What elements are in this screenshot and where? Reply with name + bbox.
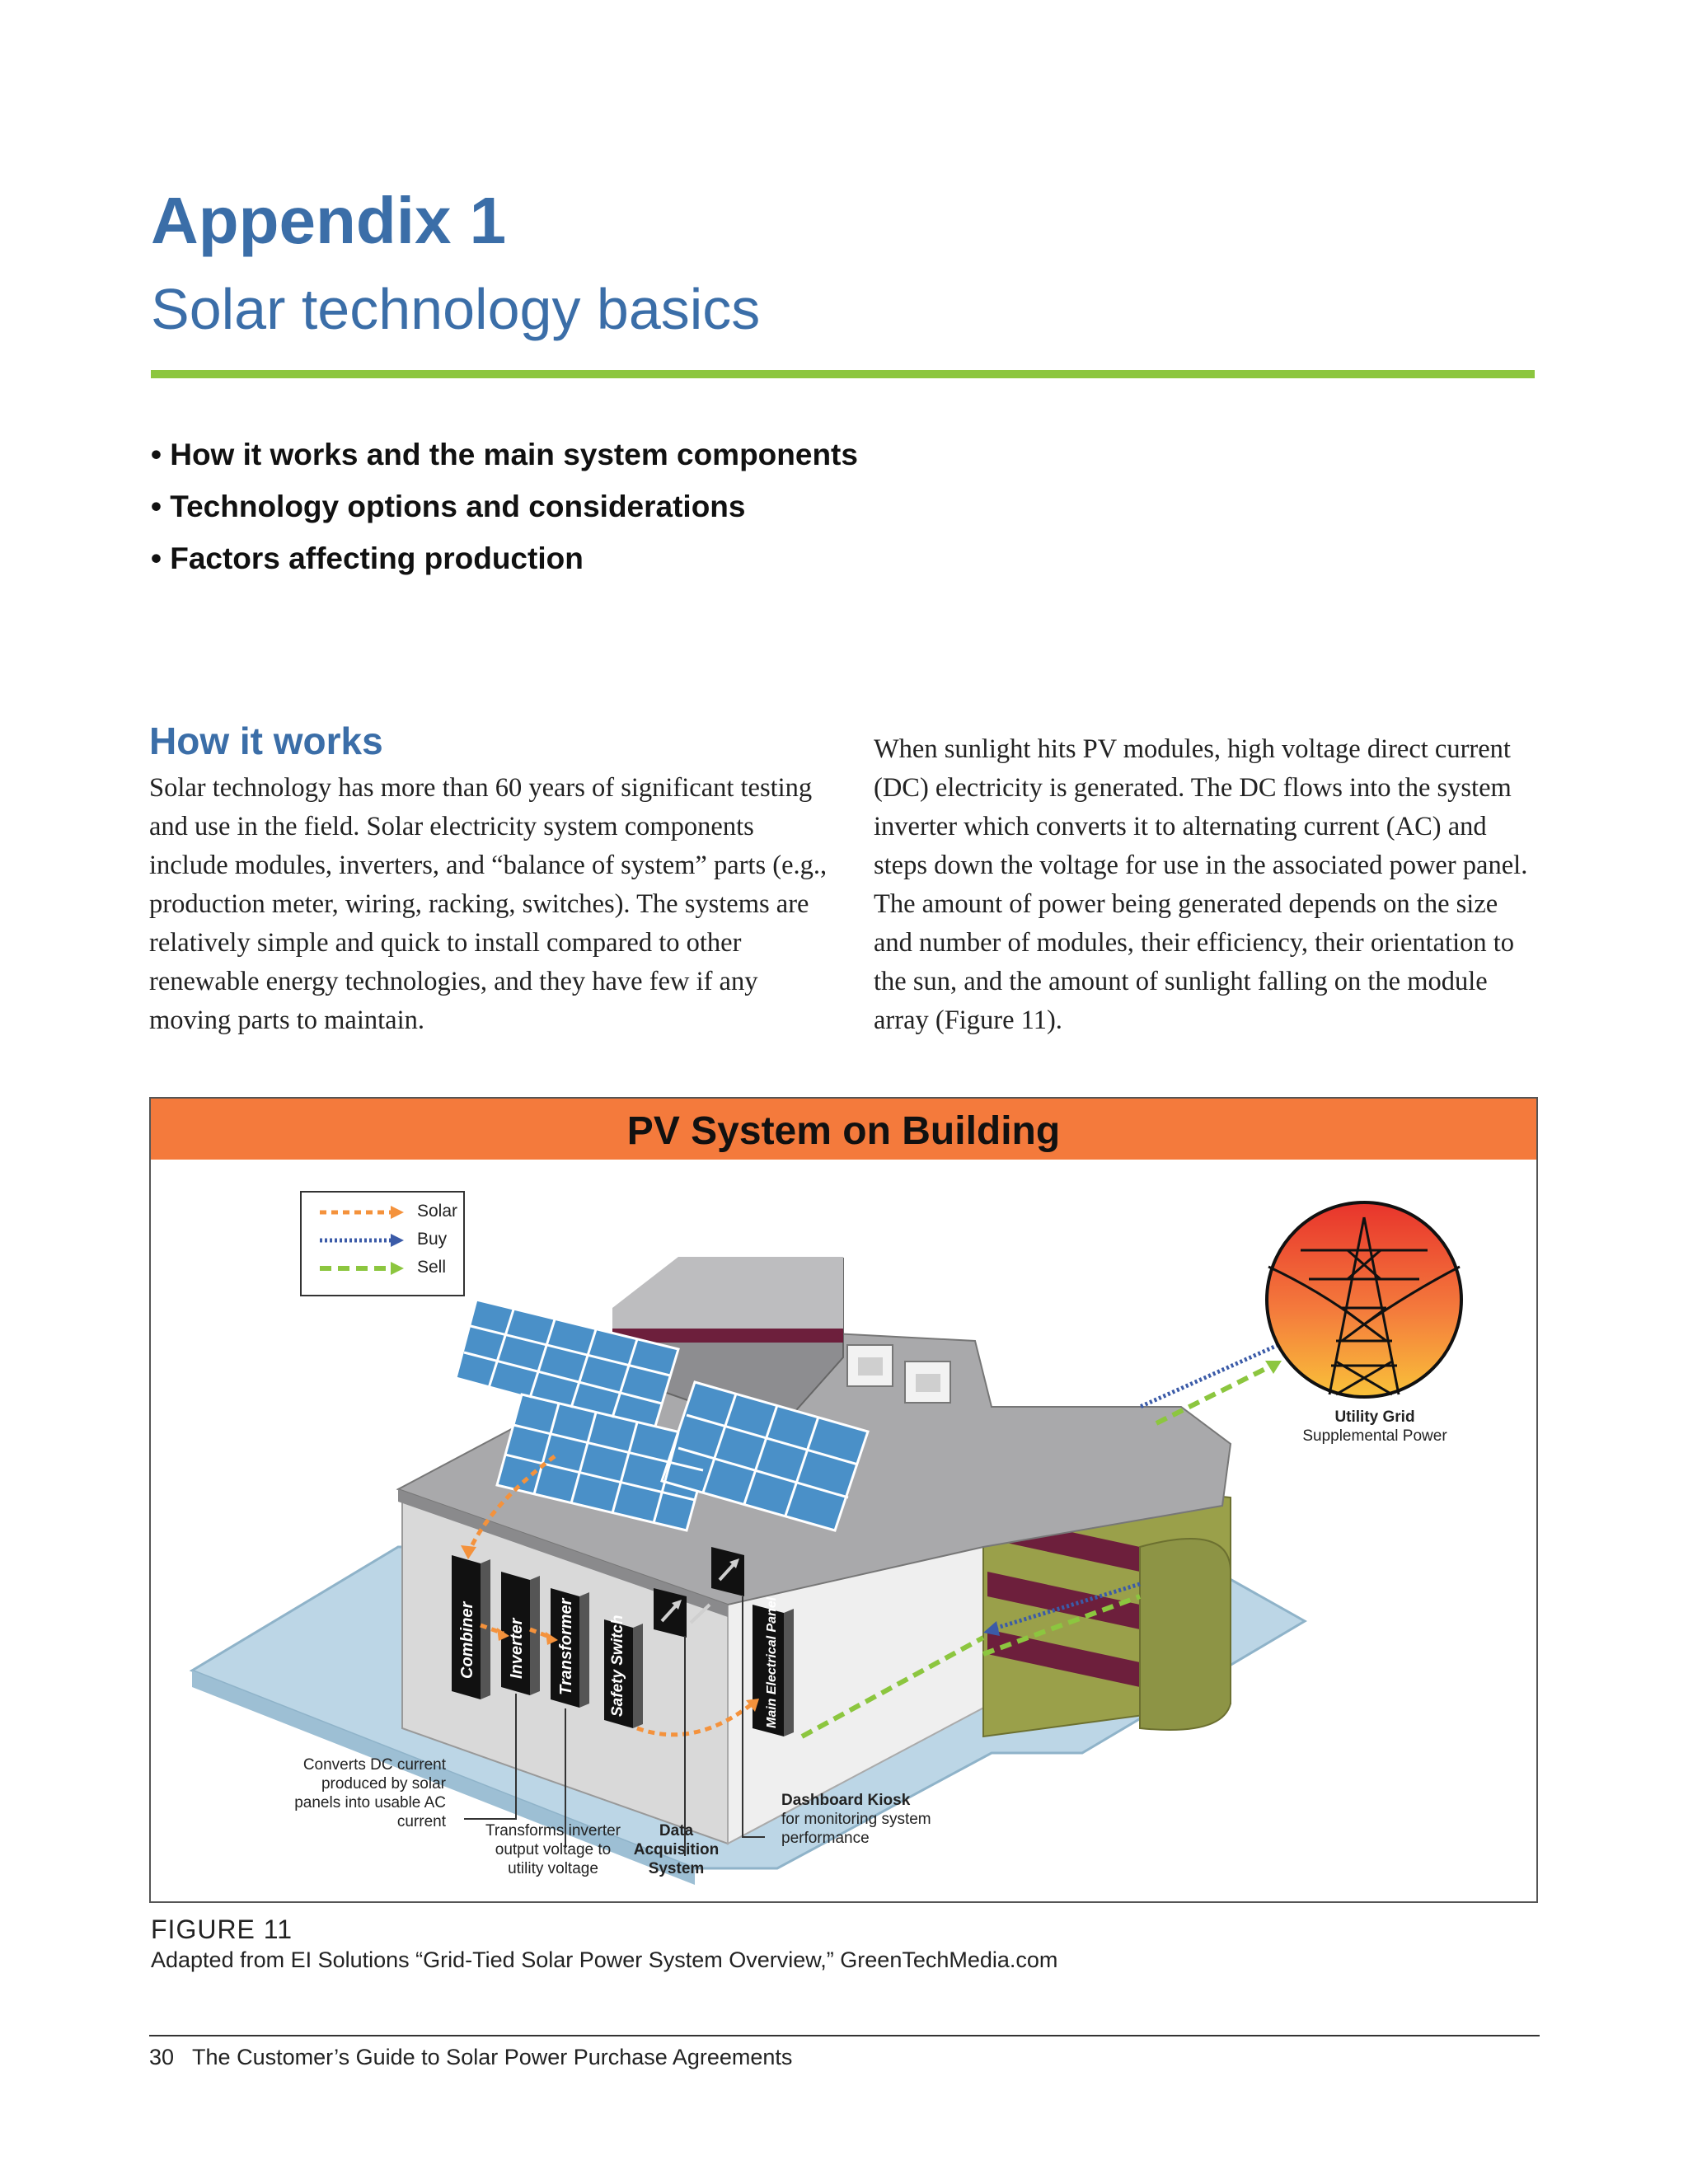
figure-caption: Adapted from EI Solutions “Grid-Tied Solar Power System Overview,” GreenTechMedia.com <box>151 1947 1058 1972</box>
summary-bullets <box>151 429 858 584</box>
daq-callout: Data Acquisition System <box>633 1822 720 1877</box>
right-paragraph: When sunlight hits PV modules, high voltage direct current (DC) electricity is generated. The DC flows into the system inverter which converts it to alternating current (AC) and steps down the voltage for use in the associated power panel. The amount of power being generated depends on the size and number of modules, their efficiency, their orientation to the sun, and the amount of sunlight falling on the module array (Figure 11). <box>874 734 1528 1035</box>
page-number: 30 <box>149 2045 175 2069</box>
kiosk-subtitle: for monitoring system performance <box>781 1811 931 1847</box>
label-safety-switch <box>609 1615 626 1717</box>
legend-buy-label: Buy <box>417 1230 448 1249</box>
legend-sell-label: Sell <box>417 1258 447 1277</box>
legend-sell <box>318 1255 458 1280</box>
legend-solar <box>318 1199 458 1224</box>
legend-buy <box>318 1227 458 1252</box>
page-footer <box>149 2045 792 2070</box>
utility-grid-callout <box>1280 1408 1470 1446</box>
transformer-callout: Transforms inverter output voltage to utility voltage <box>485 1822 621 1877</box>
sell-arrow-icon <box>318 1260 409 1277</box>
label-inverter: Inverter <box>508 1618 526 1679</box>
kiosk-callout <box>781 1791 963 1848</box>
figure-legend <box>300 1191 465 1296</box>
utility-grid-icon <box>1267 1202 1461 1397</box>
label-main-panel: Main Electrical Panel <box>765 1596 779 1728</box>
kiosk-title: Dashboard Kiosk <box>781 1792 911 1809</box>
bullet-item: • How it works and the main system components <box>151 429 858 480</box>
legend-solar-label: Solar <box>417 1202 458 1221</box>
utility-grid-subtitle: Supplemental Power <box>1302 1427 1447 1445</box>
figure-label: FIGURE 11 <box>151 1915 293 1944</box>
inverter-callout: Converts DC current produced by solar panels into usable AC current <box>294 1756 446 1830</box>
buy-arrow-icon <box>318 1232 409 1249</box>
solar-arrow-icon <box>318 1204 409 1221</box>
label-transformer: Transformer <box>557 1598 575 1695</box>
label-combiner: Combiner <box>458 1601 476 1679</box>
bullet-item: • Factors affecting production <box>151 532 858 584</box>
bullet-item: • Technology options and considerations <box>151 480 858 532</box>
appendix-subtitle: Solar technology basics <box>151 277 761 341</box>
section-heading: How it works <box>149 719 383 762</box>
footer-rule <box>149 2035 1540 2036</box>
utility-grid-title: Utility Grid <box>1334 1408 1415 1426</box>
publication-title: The Customer’s Guide to Solar Power Purchase Agreements <box>192 2045 793 2069</box>
label-safety-switch-text: Safety Switch <box>609 1615 626 1717</box>
left-paragraph: Solar technology has more than 60 years of significant testing and use in the field. Solar electricity system components include modules, inverters, and “balance of system” parts (e.g., production meter, wiring, racking, switches). The systems are relatively simple and quick to install compared to other renewable energy technologies, and they have few if any moving parts to maintain. <box>149 773 828 1035</box>
appendix-title: Appendix 1 <box>151 184 507 257</box>
figure-pv-system <box>149 1097 1538 1903</box>
figure-header: PV System on Building <box>151 1099 1536 1160</box>
title-rule <box>151 370 1535 378</box>
